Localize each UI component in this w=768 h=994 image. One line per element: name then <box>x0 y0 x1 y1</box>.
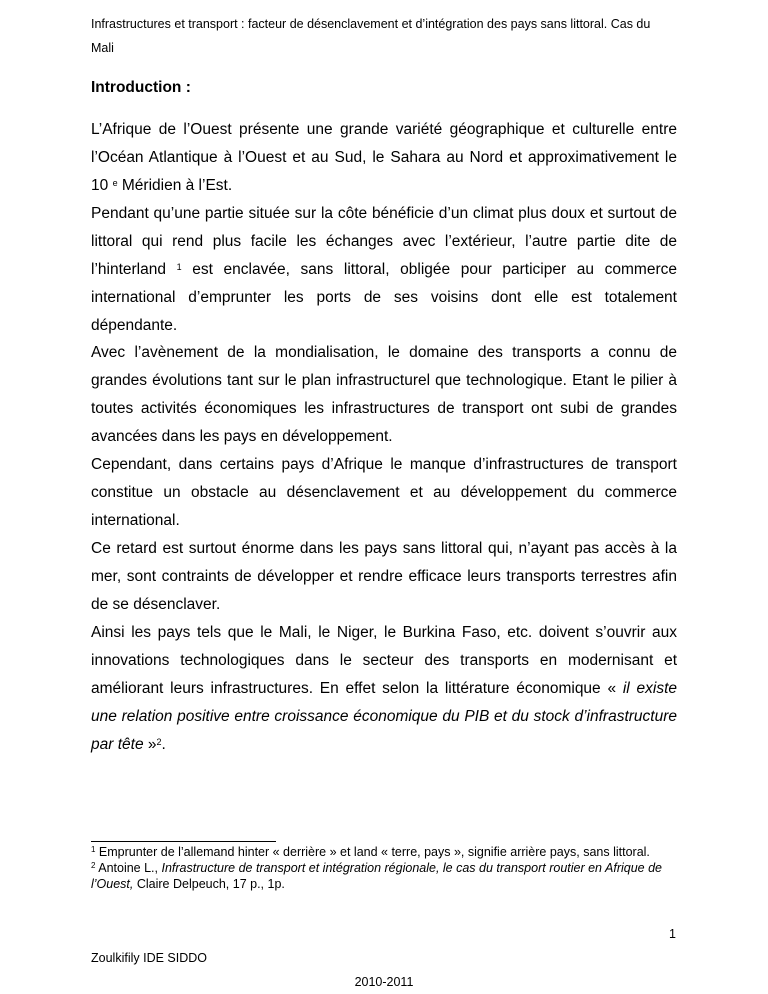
text-run: » <box>143 736 157 753</box>
text-run: Méridien à l’Est. <box>117 177 233 194</box>
author-name: Zoulkifily IDE SIDDO <box>91 951 207 965</box>
paragraph-line <box>91 172 677 200</box>
paragraph-line: Ainsi les pays tels que le Mali, le Niger, le Burkina Faso, etc. doivent s’ouvrir aux <box>91 624 677 641</box>
footnote-separator <box>91 841 276 842</box>
text-run: 10 <box>91 177 113 194</box>
paragraph-line: L’Afrique de l’Ouest présente une grande variété géographique et culturelle entre <box>91 121 677 138</box>
paragraph-line: constitue un obstacle au désenclavement et au développement du commerce <box>91 484 677 501</box>
footnote-1 <box>91 844 679 860</box>
text-run: améliorant leurs infrastructures. En effet selon la littérature économique « <box>91 680 623 697</box>
quote-text: une relation positive entre croissance économique du PIB et du stock d’infrastructure <box>91 708 677 725</box>
paragraph-line: l’Océan Atlantique à l’Ouest et au Sud, le Sahara au Nord et approximativement le <box>91 149 677 166</box>
paragraph-line: avancées dans les pays en développement. <box>91 428 393 445</box>
text-run: . <box>161 736 166 753</box>
running-header <box>91 12 681 60</box>
paragraph-line: innovations technologiques dans le secteur des transports en modernisant et <box>91 652 677 669</box>
footnote-text: Antoine L., <box>95 861 162 875</box>
footnote-text: Claire Delpeuch, 17 p., 1p. <box>133 877 285 891</box>
paragraph-line: Cependant, dans certains pays d’Afrique le manque d’infrastructures de transport <box>91 456 677 473</box>
quote-text: par tête <box>91 736 144 753</box>
paragraph-line: international d’emprunter les ports de ses voisins dont elle est totalement <box>91 289 677 306</box>
paragraph-line: Pendant qu’une partie située sur la côte bénéficie d’un climat plus doux et surtout de <box>91 205 677 222</box>
footnote-2 <box>91 860 679 892</box>
paragraph-line: mer, sont contraints de développer et rendre efficace leurs transports terrestres afin <box>91 568 677 585</box>
paragraph-line <box>91 256 677 284</box>
paragraph-line: Avec l’avènement de la mondialisation, le domaine des transports a connu de <box>91 344 677 361</box>
header-line-1: Infrastructures et transport : facteur de désenclavement et d’intégration des pays sans littoral. Cas du <box>91 17 651 31</box>
paragraph-line: Ce retard est surtout énorme dans les pays sans littoral qui, n’ayant pas accès à la <box>91 540 677 557</box>
text-run: l’hinterland <box>91 261 177 278</box>
footnote-ref-1: 1 <box>176 262 182 272</box>
paragraph-line: international. <box>91 512 180 529</box>
footnote-text: Emprunter de l’allemand hinter « derrière » et land « terre, pays », signifie arrière pays, sans littoral. <box>95 845 650 859</box>
paragraph-line <box>91 731 677 759</box>
paragraph-line <box>91 703 677 731</box>
paragraph-6 <box>91 619 677 759</box>
superscript: e <box>112 178 118 188</box>
paragraph-5 <box>91 535 677 619</box>
footnote-number: 2 <box>91 861 96 870</box>
page-number: 1 <box>669 927 676 941</box>
paragraph-1 <box>91 116 677 200</box>
footnote-ref-2: 2 <box>156 737 162 747</box>
paragraph-line <box>91 675 677 703</box>
text-run: est enclavée, sans littoral, obligée pour participer au commerce <box>181 261 677 278</box>
footnote-number: 1 <box>91 845 96 854</box>
section-title: Introduction : <box>91 79 191 96</box>
academic-year: 2010-2011 <box>354 975 414 989</box>
paragraph-line: dépendante. <box>91 317 178 334</box>
footnote-citation-title: Infrastructure de transport et intégration régionale, le cas du transport routier en Afrique de l’Ouest, <box>91 861 662 891</box>
paragraph-line: littoral qui rend plus facile les échanges avec l’extérieur, l’autre partie dite de <box>91 233 677 250</box>
header-line-2: Mali <box>91 41 114 55</box>
quote-text: il existe <box>622 680 678 697</box>
paragraph-line: toutes activités économiques les infrastructures de transport ont subi de grandes <box>91 400 677 417</box>
paragraph-3 <box>91 339 677 451</box>
paragraph-line: grandes évolutions tant sur le plan infrastructurel que technologique. Etant le pilier à <box>91 372 677 389</box>
paragraph-2 <box>91 200 677 340</box>
paragraph-4 <box>91 451 677 535</box>
paragraph-line: de se désenclaver. <box>91 596 221 613</box>
footnotes <box>91 844 679 892</box>
